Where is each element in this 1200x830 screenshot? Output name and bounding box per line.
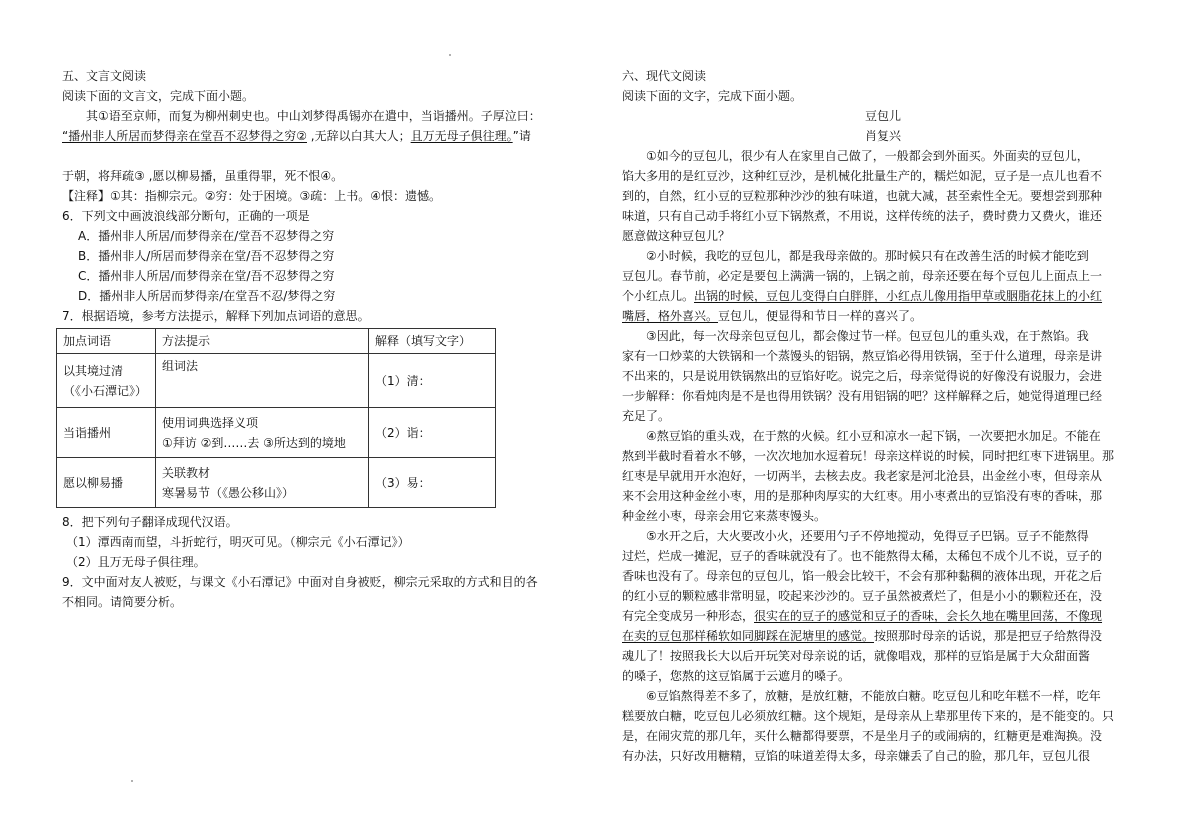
passage-line: 于朝，将拜疏③ ,愿以柳易播，虽重得罪，死不恨④。 — [62, 169, 344, 183]
table-row: 当诣播州 使用词典选择义项 ①拜访 ②到……去 ③所达到的境地 （2）诣： — [57, 408, 496, 458]
scan-dot — [449, 54, 451, 56]
passage-line: “播州非人所居而梦得亲在堂吾不忍梦得之穷② ,无辞以白其大人；且万无母子俱往理。”请 — [62, 129, 531, 143]
notes: 【注释】①其：指柳宗元。②穷：处于困境。③疏：上书。④恨：遗憾。 — [62, 189, 442, 203]
instruction: 阅读下面的文言文，完成下面小题。 — [62, 89, 255, 103]
instruction: 阅读下面的文字，完成下面小题。 — [622, 89, 803, 103]
underlined-sentence: 很实在的豆子的感觉和豆子的香味，会长久地在嘴里回荡，不像现 — [754, 609, 1103, 623]
right-column: 六、现代文阅读 阅读下面的文字，完成下面小题。 豆包儿 肖复兴 ①如今的豆包儿，很少有人在家里自己做了，一般都会到外面买。外面卖的豆包儿， 馅大多用的是红豆沙，这种红豆沙，是机械化批量生产的，糯烂如泥，豆子是一点儿也看不 到的，自然，红小豆的豆粒那种沙沙的独有味道，也就大减，甚至索性全无。要想尝到那种 味道，只有自己动手将红小豆下锅熬煮，不用说，这样传统的法子，费时费力又费火，谁还 愿意做这种豆包儿？ ②小时候，我吃的豆包儿，都是我母亲做的。那时候只有在改善生活的时候才能吃到 豆包儿。春节前，必定是要包上满满一锅的，上锅之前，母亲还要在每个豆包儿上面点上一 个小红点儿。出锅的时候，豆包儿变得白白胖胖，小红点儿像用指甲草或胭脂花抹上的小红 嘴唇，格外喜兴。豆包儿，便显得和节日一样的喜兴了。 ③因此，每一次母亲包豆包儿，都会像过节一样。包豆包儿的重头戏，在于熬馅。我 家有一口炒菜的大铁锅和一个蒸馒头的铝锅，熬豆馅必得用铁锅，至于什么道理，母亲是讲 不出来的，只是说用铁锅熬出的豆馅好吃。说完之后，母亲觉得说的好像没有说服力，会进 一步解释：你看炖肉是不是也得用铁锅？没有用铝锅的吧？这样解释之后，她觉得道理已经 充足了。 ④熬豆馅的重头戏，在于熬的火候。红小豆和凉水一起下锅，一次要把水加足。不能在 熬到半截时看着水不够，一次次地加水逗着玩！母亲这样说的时候，同时把红枣下进锅里。那 红枣是早就用开水泡好，一切两半，去核去皮。我老家是河北沧县，出金丝小枣，但母亲从 来不会用这种金丝小枣，用的是那种肉厚实的大红枣。用小枣煮出的豆馅没有枣的香味，那 种金丝小枣，母亲会用它来蒸枣馒头。 ⑤水开之后，大火要改小火，还要用勺子不停地搅动，免得豆子巴锅。豆子不能熬得 过烂，烂成一摊泥，豆子的香味就没有了。也不能熬得太稀，太稀包不成个儿不说，豆子的 香味也没有了。母亲包的豆包儿，馅一般会比较干，不会有那种黏稠的液体出现，开花之后 的红小豆的颗粒感非常明显，咬起来沙沙的。豆子虽然被煮烂了，但是小小的颗粒还在，没 有完全变成另一种形态，很实在的豆子的感觉和豆子的香味，会长久地在嘴里回荡，不像现 在卖的豆包那样稀软如同脚踩在泥塘里的感觉。按照那时母亲的话说，那是把豆子给熬得没 魂儿了！按照我长大以后开玩笑对母亲说的话，就像唱戏，那样的豆馅是属于大众甜面酱 的嗓子，您熬的这豆馅属于云遮月的嗓子。 ⑥豆馅熬得差不多了，放糖，是放红糖，不能放白糖。吃豆包儿和吃年糕不一样，吃年 糕要放白糖，吃豆包儿必须放红糖。这个规矩，是母亲从上辈那里传下来的，是不能变的。只 是，在闹灾荒的那几年，买什么糖都得要票，不是坐月子的或闹病的，红糖更是难淘换。没 有办法，只好改用糖精，豆馅的味道差得太多，母亲嫌丢了自己的脸，那几年，豆包儿很 — [622, 66, 1144, 766]
answer-cell[interactable]: （2）诣： — [369, 408, 496, 458]
paragraph-2: ②小时候，我吃的豆包儿，都是我母亲做的。那时候只有在改善生活的时候才能吃到 — [646, 249, 1089, 263]
underlined-sentence-cont: 嘴唇，格外喜兴。 — [622, 309, 719, 323]
paragraph-3: ③因此，每一次母亲包豆包儿，都会像过节一样。包豆包儿的重头戏，在于熬馅。我 — [646, 329, 1089, 343]
article-author: 肖复兴 — [864, 129, 901, 143]
table-header-row: 加点词语 方法提示 解释（填写文字） — [57, 329, 496, 354]
section-heading-classical: 五、文言文阅读 — [62, 69, 147, 83]
q8-item-2: （2）且万无母子俱往理。 — [66, 555, 206, 569]
q6-option-b: B．播州非人/所居而梦得亲在堂/吾不忍梦得之穷 — [78, 249, 335, 263]
q6-option-a: A．播州非人所居/而梦得亲在/堂吾不忍梦得之穷 — [78, 229, 335, 243]
scan-dot — [131, 780, 133, 782]
article-title: 豆包儿 — [864, 109, 901, 123]
section-heading-modern: 六、现代文阅读 — [622, 69, 707, 83]
q7-stem: 7．根据语境，参考方法提示，解释下列加点词语的意思。 — [62, 309, 370, 323]
q8-stem: 8．把下列句子翻译成现代汉语。 — [62, 515, 238, 529]
q9-stem: 9．文中面对友人被贬，与课文《小石潭记》中面对自身被贬，柳宗元采取的方式和目的各 — [62, 575, 538, 589]
table-row: 以其境过清 （《小石潭记》） 组词法 （1）清： — [57, 354, 496, 408]
q9-stem-cont: 不相同。请简要分析。 — [62, 595, 183, 609]
wavy-sentence: “播州非人所居而梦得亲在堂吾不忍梦得之穷② — [62, 129, 307, 143]
answer-cell[interactable]: （1）清： — [369, 354, 496, 408]
underlined-sentence-cont: 在卖的豆包那样稀软如同脚踩在泥塘里的感觉。 — [622, 629, 875, 643]
paragraph-1: ①如今的豆包儿，很少有人在家里自己做了，一般都会到外面买。外面卖的豆包儿， — [646, 149, 1089, 163]
q7-table — [56, 328, 496, 508]
q6-stem: 6．下列文中画波浪线部分断句，正确的一项是 — [62, 209, 310, 223]
table-row: 愿以柳易播 关联教材 寒暑易节（《愚公移山》） （3）易： — [57, 458, 496, 508]
passage-line: 其①语至京师，而复为柳州刺史也。中山刘梦得禹锡亦在遣中，当诣播州。子厚泣曰： — [86, 109, 541, 123]
paragraph-5: ⑤水开之后，大火要改小火，还要用勺子不停地搅动，免得豆子巴锅。豆子不能熬得 — [646, 529, 1089, 543]
paragraph-4: ④熬豆馅的重头戏，在于熬的火候。红小豆和凉水一起下锅，一次要把水加足。不能在 — [646, 429, 1101, 443]
q6-option-d: D．播州非人所居而梦得亲/在堂吾不忍/梦得之穷 — [78, 289, 336, 303]
q8-item-1: （1）潭西南而望，斗折蛇行，明灭可见。（柳宗元《小石潭记》） — [66, 535, 410, 549]
answer-cell[interactable]: （3）易： — [369, 458, 496, 508]
left-column — [62, 66, 582, 612]
underlined-sentence: 且万无母子俱往理。 — [410, 129, 513, 143]
q6-option-c: C．播州非人所居/而梦得亲在堂/吾不忍梦得之穷 — [78, 269, 335, 283]
paragraph-6: ⑥豆馅熬得差不多了，放糖，是放红糖，不能放白糖。吃豆包儿和吃年糕不一样，吃年 — [646, 689, 1101, 703]
underlined-sentence: 出锅的时候，豆包儿变得白白胖胖，小红点儿像用指甲草或胭脂花抹上的小红 — [694, 289, 1103, 303]
